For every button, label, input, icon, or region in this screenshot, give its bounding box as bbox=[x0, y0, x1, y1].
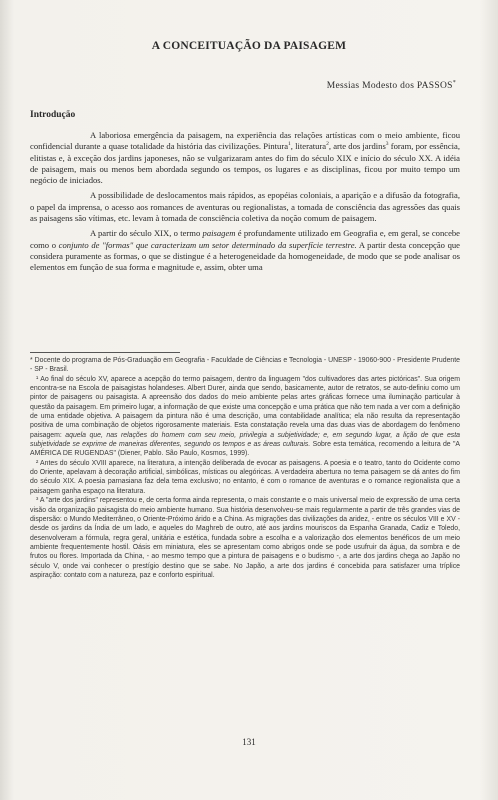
author-line bbox=[327, 80, 456, 91]
article-title: A CONCEITUAÇÃO DA PAISAGEM bbox=[151, 40, 347, 52]
footnote-2: ² Antes do século XVIII aparece, na literatura, a intenção deliberada de evocar as paisagens. A poesia e o teatro, tanto do Ocidente como do Oriente, apelavam à decoração artificial, simbólicas, místicas ou alegóricas. A verdadeira abertura no tema paisagem se dá antes do fim do século XIX. A poesia parnasiana faz dela tema exclusivo; no entanto, é com o romance de aventuras e o romance regionalista que a paisagem ganha espaço na literatura. bbox=[30, 459, 460, 495]
paragraph-1: A laboriosa emergência da paisagem, na experiência das relações artísticas com o meio ambiente, ficou confidencial durante a quase totalidade da história das civilizações. Pintura$^1$, literatura$^2$, arte dos jardins$^3$ foram, por essência, elitistas e, à exceção dos jardins japoneses, não se vulgarizaram antes do fim do século XIX e início do século XX. A idéia de paisagem, mais ou menos bem abordada segundo os tempos, os lugares e as disciplinas, ficou por muito tempo um negócio de iniciados. bbox=[30, 130, 460, 186]
paragraph-3: A partir do século XIX, o termo paisagem é profundamente utilizado em Geografia e, em geral, se concebe como o conjunto de "formas" que caracterizam um setor determinado da superfície terrestre. A partir desta concepção que considera puramente as formas, o que se distingue é a heterogeneidade da homogeneidade, de modo que se pode analisar os elementos em função de sua forma e magnitude e, assim, obter uma bbox=[30, 228, 460, 273]
paragraph-2: A possibilidade de deslocamentos mais rápidos, as epopéias coloniais, a aparição e a difusão da fotografia, o papel da imprensa, o acesso aos romances de aventuras ou regionalistas, a tomada de consciência das agressões das quais as paisagens são vítimas, etc. levam à tomada de consciência coletiva da noção comum de paisagem. bbox=[30, 190, 460, 224]
page-number: 131 bbox=[242, 737, 256, 747]
author-name: Messias Modesto dos PASSOS bbox=[326, 81, 453, 92]
footnote-author: * Docente do programa de Pós-Graduação em Geografia - Faculdade de Ciências e Tecnologia - UNESP - 19060-900 - Presidente Prudente - SP - Brasil. bbox=[30, 357, 460, 374]
footnote-3: ³ A "arte dos jardins" representou e, de certa forma ainda representa, o mais constante e o mais universal meio de expressão de uma certa visão da organização paisagista do meio ambiente humano. Sua história desenvolveu-se mais regularmente a partir de três grandes vias de dispersão: o Mundo Mediterrâneo, o Oriente-Próximo árido e a China. As migrações das civilizações da aridez, - entre os séculos VIII e XV - desde os jardins da Índia de um lado, e aqueles do Maghreb de outro, até aos jardins mouriscos da Espanha Granada, Cadiz e Toledo, desenvolveram a fórmula, regra geral, unitária e estética, fundada sobre a escolha e a valorização dos elementos benéficos de um meio ambiente frequentemente hostil. Oásis em miniatura, eles se apresentam como abrigos onde se pode usufruir da água, da sombra e de frutos ou flores. Importada da China, - ao mesmo tempo que a pintura de paisagens e o budismo -, a arte dos jardins chega ao Japão no século V, onde vai conhecer o prestígio destino que se sabe. No Japão, a arte dos jardins é concebida para satisfazer uma tríplice aspiração: contato com a natureza, paz e conforto espiritual. bbox=[30, 497, 460, 579]
footnotes bbox=[30, 356, 460, 580]
footnote-divider bbox=[30, 352, 180, 353]
body-text bbox=[30, 130, 460, 278]
section-heading-introducao: Introdução bbox=[30, 110, 76, 120]
footnote-1: ¹ Ao final do século XV, aparece a acepção do termo paisagem, dentro da linguagem "dos cultivadores das artes pictóricas". Sua origem encontra-se na Escola de paisagistas holandeses. Albert Durer, ainda que sendo, basicamente, autor de retratos, se auto-definiu como um pintor de paisagens ou paisagista. A apreensão dos dados do meio ambiente pelas artes gráficas fornece uma iluminação particular à questão da paisagem. Em primeiro lugar, a informação de que existe uma concepção e uma prática que não tem nada a ver com a definição de uma entidade objetiva. A paisagem da pintura não é uma descrição, uma contabilidade analítica; ela não resulta da representação positiva de uma combinação de objetos rigorosamente materiais. Esta constatação revela uma das duas vias de abordagem do fenômeno paisagem: aquela que, nas relações do homem com seu meio, privilegia a subjetividade; e, em segundo lugar, a lição de que esta subjetividade se exprime de maneiras diferentes, segundo os tempos e as áreas culturais. Sobre esta temática, recomendo a leitura de "A AMÉRICA DE RUGENDAS" (Diener, Pablo. São Paulo, Kosmos, 1999). bbox=[30, 375, 460, 458]
author-footnote-mark: * bbox=[452, 80, 456, 86]
